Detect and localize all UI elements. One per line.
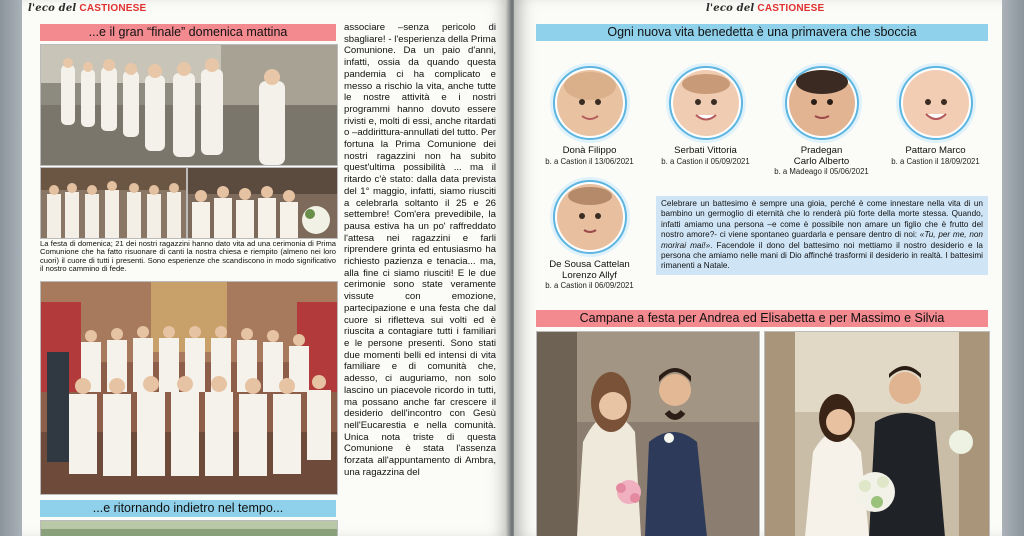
baby-portrait bbox=[665, 62, 747, 144]
baby-birth-info: b. a Castion il 18/09/2021 bbox=[891, 156, 980, 166]
textbox-quote: «Tu, per me, non morirai mai!» bbox=[661, 230, 983, 250]
article-column: associare –senza pericolo di sbagliare! - l'esperienza della Prima Comunione. Da un paio d'anni, infatti, ossia da quando questa pandemia ci ha complicato e messo a rischio la vita, anche tutte le nostre attività e i nostri programmi hanno dovuto essere rivisti e, molti di essi, anche ritardati o –addirittura-annullati del tutto. Per fortuna la Prima Comunione dei nostri ragazzini non ha subito quest'ultima possibilità ... ma il ritardo c'è stato: dalla data prevista del 1° maggio, infatti, siamo riusciti a celebrarla soltanto il 25 e 26 settembre! Com'era prevedibile, la pausa estiva ha un po' raffreddato l'attesa nei ragazzini e farli riprendere grinta ed entusiasmo ha richiesto pazienza e tenacia... ma, alla fine ci siamo riusciti! E le due cerimonie sono state veramente vissute con emozione, partecipazione e una festa che dal cuore si rifletteva sui volti ed è riuscita a contagiare tutti i familiari e le persone presenti. Sono stati due momenti belli ed intensi di vita familiare e di comunità che, adesso, ci auguriamo, non solo lascino un piacevole ricordo in tutti, ma possano anche far crescere il desiderio dell'incontro con Gesù nell'Eucarestia e nella comunità. Unica nota triste di questa Comunione è stata l'assenza forzata all'appuntamento di Ambra, una ragazzina del bbox=[344, 22, 496, 478]
masthead-right bbox=[706, 3, 824, 14]
baptism-textbox bbox=[656, 196, 988, 275]
baby-name: Pradegan Carlo Alberto bbox=[793, 145, 850, 167]
masthead-subtitle: CASTIONESE bbox=[79, 3, 147, 14]
left-page bbox=[22, 0, 510, 536]
photo-old-times bbox=[40, 520, 338, 536]
photo-children-cheering bbox=[40, 167, 187, 239]
baby-name: Pattaro Marco bbox=[905, 145, 966, 156]
baby-portrait bbox=[549, 62, 631, 144]
baby-portrait bbox=[781, 62, 863, 144]
baby-birth-info: b. a Castion il 13/06/2021 bbox=[545, 156, 634, 166]
baby-birth-info: b. a Castion il 06/09/2021 bbox=[545, 281, 634, 291]
photo-wedding-massimo-silvia bbox=[764, 331, 990, 536]
photo-children-seated bbox=[187, 167, 338, 239]
baby-portrait bbox=[895, 62, 977, 144]
baby-name: De Sousa Cattelan Lorenzo Allyf bbox=[549, 259, 630, 281]
baby-name: Serbati Vittoria bbox=[674, 145, 737, 156]
banner-gran-finale: ...e il gran “finale” domenica mattina bbox=[40, 24, 336, 41]
masthead-subtitle: CASTIONESE bbox=[757, 3, 825, 14]
baby-card bbox=[764, 62, 879, 176]
photo-group-church bbox=[40, 281, 338, 495]
banner-ritornando: ...e ritornando indietro nel tempo... bbox=[40, 500, 336, 517]
masthead-title: l'eco del bbox=[28, 3, 77, 14]
textbox-text-end: . Facendole il dono del battesimo noi mettiamo il nostro desiderio e la persona che amiamo nelle mani di Dio affinché trasformi il desiderio in realtà. I battesimi rimanenti a Natale. bbox=[661, 240, 983, 271]
photo-wedding-andrea-elisabetta bbox=[536, 331, 760, 536]
banner-campane: Campane a festa per Andrea ed Elisabetta e per Massimo e Silvia bbox=[536, 310, 988, 327]
baby-card bbox=[878, 62, 993, 166]
baby-birth-info: b. a Castion il 05/09/2021 bbox=[661, 156, 750, 166]
baby-card bbox=[532, 176, 647, 290]
photo-procession bbox=[40, 44, 338, 166]
right-page bbox=[514, 0, 1002, 536]
masthead-title: l'eco del bbox=[706, 3, 755, 14]
baby-name: Donà Filippo bbox=[562, 145, 617, 156]
baby-card bbox=[532, 62, 647, 166]
baby-card bbox=[648, 62, 763, 166]
photo-caption: La festa di domenica; 21 dei nostri ragazzini hanno dato vita ad una cerimonia di Prima Comunione che ha fatto risuonare di canti la nostra chiesa e riempito (almeno nei loro cuori) il cuore di tutti i presenti. Sono esperienze che scandiscono in modo significativo il nostro cammino di fede. bbox=[40, 239, 336, 274]
baby-birth-info: b. a Madeago il 05/06/2021 bbox=[774, 167, 869, 177]
textbox-text: Celebrare un battesimo è sempre una gioia, perché è come innestare nella vita di un bambino un germoglio di eternità che lo renderà più forte della morte stessa. Quando, infatti amiamo una persona –e come è possibile non amare un figlio che è frutto del nostro amore?- ci viene spontaneo guardarla e pensare dentro di noi: bbox=[661, 199, 983, 240]
masthead-left bbox=[28, 3, 146, 14]
banner-nuova-vita: Ogni nuova vita benedetta è una primavera che sboccia bbox=[536, 24, 988, 41]
baby-portrait bbox=[549, 176, 631, 258]
